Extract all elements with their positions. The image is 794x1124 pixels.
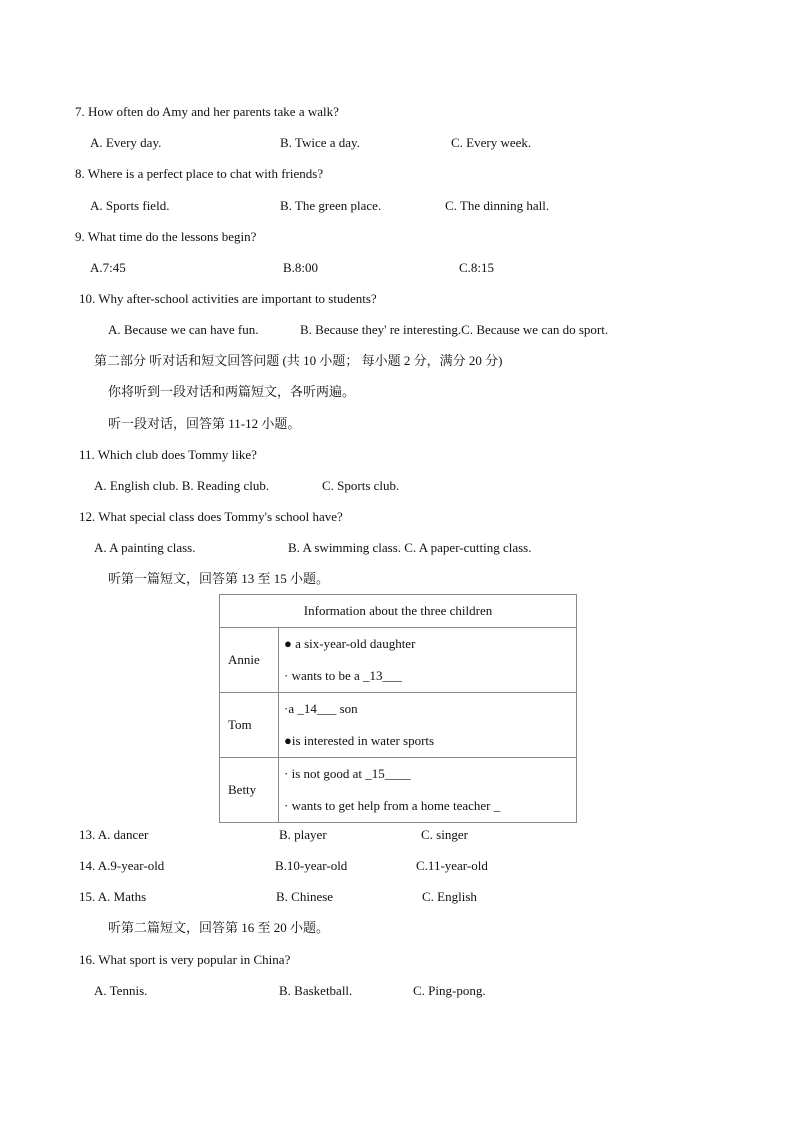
betty-info-2: · wants to get help from a home teacher _	[284, 798, 501, 813]
q13-option-b: B. player	[279, 827, 327, 842]
table-row	[279, 628, 577, 693]
q7-option-b: B. Twice a day.	[280, 135, 360, 150]
q12-option-bc: B. A swimming class. C. A paper-cutting class.	[288, 540, 532, 555]
question-8: 8. Where is a perfect place to chat with friends?	[75, 166, 324, 181]
passage-2-instruction: 听第二篇短文，回答第 16 至 20 小题。	[108, 920, 330, 935]
betty-info-1: · is not good at _15____	[284, 766, 411, 781]
row-name-annie: Annie	[220, 628, 279, 693]
q16-option-a: A. Tennis.	[94, 983, 148, 998]
q15-option-c: C. English	[422, 889, 477, 904]
annie-info-2: · wants to be a _13___	[284, 668, 403, 683]
row-name-betty: Betty	[220, 758, 279, 823]
tom-info-2: ●is interested in water sports	[284, 733, 435, 748]
part-2-instruction: 你将听到一段对话和两篇短文，各听两遍。	[108, 384, 356, 399]
q14-option-a: 14. A.9-year-old	[79, 858, 165, 873]
question-11: 11. Which club does Tommy like?	[79, 447, 257, 462]
table-row	[279, 758, 577, 823]
q9-option-c: C.8:15	[459, 260, 495, 275]
question-9: 9. What time do the lessons begin?	[75, 229, 257, 244]
q15-option-a: 15. A. Maths	[79, 889, 147, 904]
children-info-table	[219, 594, 577, 823]
q7-option-a: A. Every day.	[90, 135, 162, 150]
question-7: 7. How often do Amy and her parents take a walk?	[75, 104, 339, 119]
q16-option-c: C. Ping-pong.	[413, 983, 486, 998]
row-name-tom: Tom	[220, 693, 279, 758]
tom-info-1: ·a _14___ son	[284, 701, 358, 716]
q13-option-a: 13. A. dancer	[79, 827, 149, 842]
table-row	[279, 693, 577, 758]
q8-option-a: A. Sports field.	[90, 198, 170, 213]
q14-option-c: C.11-year-old	[416, 858, 488, 873]
q10-option-a: A. Because we can have fun.	[108, 322, 259, 337]
q7-option-c: C. Every week.	[451, 135, 532, 150]
q9-option-a: A.7:45	[90, 260, 126, 275]
q8-option-c: C. The dinning hall.	[445, 198, 550, 213]
q8-option-b: B. The green place.	[280, 198, 382, 213]
table-title: Information about the three children	[220, 595, 577, 628]
q12-option-a: A. A painting class.	[94, 540, 196, 555]
q9-option-b: B.8:00	[283, 260, 319, 275]
q11-option-c: C. Sports club.	[322, 478, 400, 493]
q16-option-b: B. Basketball.	[279, 983, 353, 998]
q11-option-ab: A. English club. B. Reading club.	[94, 478, 270, 493]
q14-option-b: B.10-year-old	[275, 858, 348, 873]
question-16: 16. What sport is very popular in China?	[79, 952, 291, 967]
dialogue-instruction: 听一段对话，回答第 11-12 小题。	[108, 416, 301, 431]
q15-option-b: B. Chinese	[276, 889, 334, 904]
annie-info-1: ● a six-year-old daughter	[284, 636, 416, 651]
q13-option-c: C. singer	[421, 827, 468, 842]
q10-option-bc: B. Because they' re interesting.C. Because we can do sport.	[300, 322, 609, 337]
question-12: 12. What special class does Tommy's school have?	[79, 509, 343, 524]
passage-1-instruction: 听第一篇短文，回答第 13 至 15 小题。	[108, 571, 330, 586]
question-10: 10. Why after-school activities are important to students?	[79, 291, 377, 306]
part-2-title: 第二部分 听对话和短文回答问题 (共 10 小题； 每小题 2 分，满分 20 分)	[94, 353, 503, 368]
